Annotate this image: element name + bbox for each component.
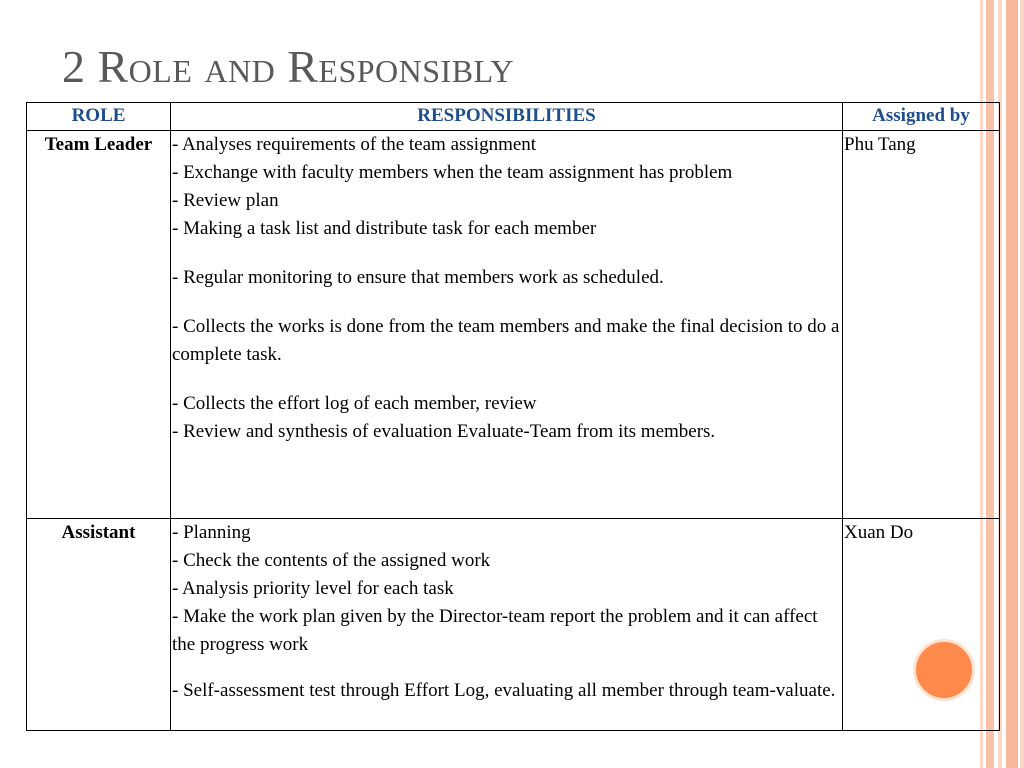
slide-title: 2 Role and Responsibly (62, 41, 515, 92)
orange-circle-decoration (913, 639, 975, 701)
responsibility-item: - Collects the works is done from the team members and make the final decision to do a complete task. (172, 316, 840, 365)
responsibility-item: - Check the contents of the assigned work (172, 550, 491, 571)
responsibility-item: - Make the work plan given by the Director-team report the problem and it can affect the progress work (172, 606, 818, 655)
responsibility-item: - Exchange with faculty members when the team assignment has problem (172, 162, 733, 183)
table-row (27, 519, 1000, 731)
table-row (27, 131, 1000, 519)
responsibilities-cell (171, 131, 843, 519)
responsibilities-cell (171, 519, 843, 731)
assigned-by-cell: Phu Tang (843, 131, 1000, 519)
role-responsibility-table (26, 102, 1000, 731)
responsibility-item: - Making a task list and distribute task for each member (172, 218, 597, 239)
responsibility-item: - Collects the effort log of each member, review (172, 393, 537, 414)
responsibility-item: - Self-assessment test through Effort Log, evaluating all member through team-valuate. (172, 680, 836, 701)
role-cell: Assistant (27, 519, 171, 731)
responsibility-item: - Review plan (172, 190, 279, 211)
responsibility-item: - Analysis priority level for each task (172, 578, 454, 599)
header-assigned-by: Assigned by (843, 103, 1000, 131)
assigned-by-cell: Xuan Do (843, 519, 1000, 731)
responsibility-item: - Analyses requirements of the team assignment (172, 134, 537, 155)
header-responsibilities: RESPONSIBILITIES (171, 103, 843, 131)
responsibility-item: - Planning (172, 522, 251, 543)
header-role: ROLE (27, 103, 171, 131)
table-header-row (27, 103, 1000, 131)
role-cell: Team Leader (27, 131, 171, 519)
responsibility-item: - Review and synthesis of evaluation Evaluate-Team from its members. (172, 421, 716, 442)
responsibility-item: - Regular monitoring to ensure that members work as scheduled. (172, 267, 664, 288)
